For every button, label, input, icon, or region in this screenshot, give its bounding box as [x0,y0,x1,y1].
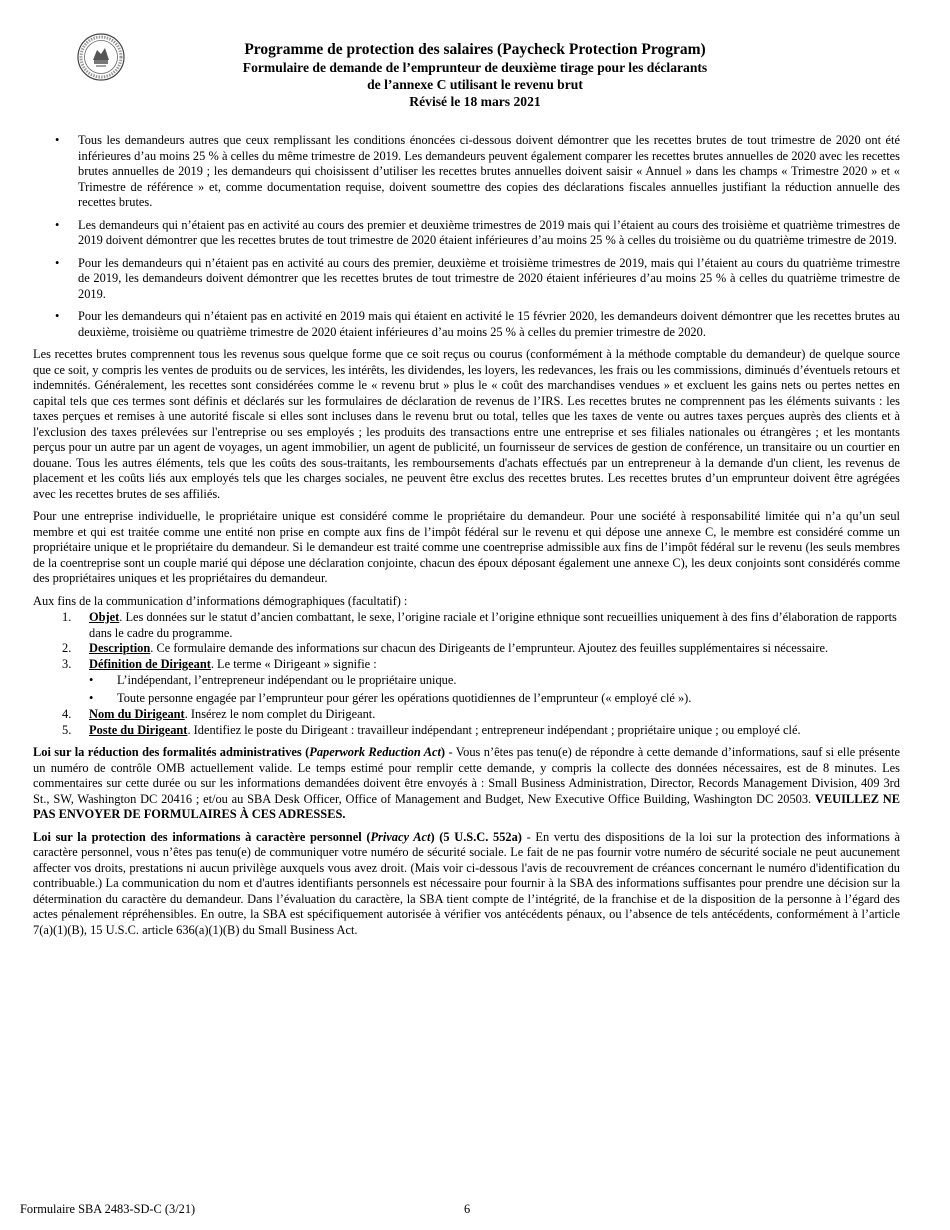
paperwork-title-part: Loi sur la réduction des formalités administratives ( [33,745,310,759]
sub-list-item: • L’indépendant, l’entrepreneur indépendant ou le propriétaire unique. [117,672,900,690]
privacy-act-paragraph [33,830,900,939]
header-title: Programme de protection des salaires (Paycheck Protection Program) [244,41,706,58]
list-item [62,610,900,641]
item-text: . Insérez le nom complet du Dirigeant. [184,707,376,721]
list-item [62,722,900,739]
bullet-item: • Les demandeurs qui n’étaient pas en activité au cours des premier et deuxième trimestres de 2019 mais qui l’étaient au cours des troisième et quatrième trimestres de 2019 doivent démontrer que les recettes brutes de tout trimestre de 2020 étaient inférieures d’au moins 25 % à celles du troisième ou du quatrième trimestre de 2019. [78,218,900,249]
demographic-intro: Aux fins de la communication d’informations démographiques (facultatif) : [33,593,408,608]
sole-proprietor-paragraph: Pour une entreprise individuelle, le propriétaire unique est considéré comme le propriétaire du demandeur. Pour une société à responsabilité limitée qui n’a qu’un seul membre et qui est traitée comme une entité non prise en compte aux fins de l’impôt fédéral sur le revenu et qui dépose une annexe C, le membre est considéré comme un propriétaire unique et le propriétaire du demandeur. Si le demandeur est traité comme une coentreprise admissible aux fins de l’impôt fédéral sur le revenu (les seuls membres de la coentreprise sont un couple marié qui dépose une déclaration conjointe, chacun des époux déposant également une annexe C), les deux conjoints sont considérés comme des propriétaires uniques et les propriétaires du demandeur. [33,509,900,585]
document-body [33,133,900,945]
item-text: . Les données sur le statut d’ancien combattant, le sexe, l’origine raciale et l’origine ethnique sont recueillies uniquement à des fins d’élaboration de rapports dans le cadre du programme. [89,610,897,640]
privacy-title-italic: Privacy Act [370,829,431,844]
paperwork-warning: VEUILLEZ NE PAS ENVOYER DE FORMULAIRES À CES ADRESSES. [33,791,900,821]
item-text: . Identifiez le poste du Dirigeant : travailleur indépendant ; entrepreneur indépendant ; propriétaire unique ; ou employé clé. [187,722,801,737]
item-term: Description [89,641,151,655]
header-revision-date: Révisé le 18 mars 2021 [409,94,541,109]
privacy-title-part: ) (5 U.S.C. 552a) [430,829,522,844]
header-subtitle-2: de l’annexe C utilisant le revenu brut [367,77,583,92]
item-number: 4. [62,707,72,721]
list-item [62,641,900,657]
paperwork-title [33,745,445,759]
bullet-item: • Pour les demandeurs qui n’étaient pas en activité au cours des premier, deuxième et troisième trimestres de 2019, mais qui l’étaient au cours du quatrième trimestre de 2019, les demandeurs doivent démontrer que les recettes brutes de tout trimestre de 2020 étaient inférieures d’au moins 25 % à celles du quatrième trimestre de 2019. [78,256,900,303]
list-item [62,656,900,708]
paperwork-body: - Vous n’êtes pas tenu(e) de répondre à cette demande d’informations, sauf si elle présente un numéro de contrôle OMB actuellement valide. Le temps estimé pour remplir cette demande, y compris la collecte des données nécessaires, est de 8 minutes. Les commentaires sur cette durée ou sur les informations demandées doivent être envoyés à : Small Business Administration, Director, Records Management Division, 409 3rd St., SW, Washington DC 20416 ; et/ou au SBA Desk Officer, Office of Management and Budget, New Executive Office Building, Washington DC 20503. [33,745,901,806]
item-term: Poste du Dirigeant [89,722,188,737]
sba-seal-icon [77,33,125,81]
item-number: 3. [62,656,72,671]
principal-definition-list [89,672,900,707]
page-number: 6 [464,1202,471,1216]
item-text: . Ce formulaire demande des informations sur chacun des Dirigeants de l’emprunteur. Ajoutez des feuilles supplémentaires si nécessaire. [150,641,829,655]
privacy-title [33,830,522,844]
header-subtitle-1: Formulaire de demande de l’emprunteur de deuxième tirage pour les déclarants [242,60,708,75]
privacy-title-part: Loi sur la protection des informations à caractère personnel ( [33,829,371,844]
document-header [150,40,800,110]
item-number: 1. [62,610,72,624]
sub-list-item: • Toute personne engagée par l’emprunteur pour gérer les opérations quotidiennes de l’emprunteur (« employé clé »). [117,690,900,708]
paperwork-title-part: ) [440,745,446,759]
list-item [62,707,900,723]
paperwork-reduction-act-paragraph [33,745,900,823]
item-term: Objet [89,610,120,624]
item-number: 5. [62,722,72,737]
item-term: Définition de Dirigeant [89,656,211,671]
paperwork-title-italic: Paperwork Reduction Act [309,745,441,759]
bullet-item: • Tous les demandeurs autres que ceux remplissant les conditions énoncées ci-dessous doivent démontrer que les recettes brutes de tout trimestre de 2020 ont été inférieures d’au moins 25 % à celles du même trimestre de 2019. Les demandeurs peuvent également comparer les recettes brutes annuelles de 2020 avec les recettes brutes annuelles de 2019 ; les demandeurs qui choisissent d’utiliser les recettes brutes annuelles doivent saisir « Annuel » dans les champs « Trimestre 2020 » et « Trimestre de référence » et, comme documentation requise, doivent soumettre des copies des déclarations fiscales annuelles justifiant la réduction annuelle des recettes brutes. [78,133,900,211]
item-number: 2. [62,641,72,655]
gross-receipts-paragraph: Les recettes brutes comprennent tous les revenus sous quelque forme que ce soit reçus ou courus (conformément à la méthode comptable du demandeur) de quelque source que ce soit, y compris les ventes de produits ou de services, les intérêts, les dividendes, les loyers, les redevances, les frais ou les commissions, diminués d’éventuels retours et indemnités. Généralement, les recettes sont considérées comme le « revenu brut » plus le « coût des marchandises vendues » et excluent les gains nets ou pertes nettes en capital tels que ces termes sont définis et déclarés sur les formulaires de déclaration de revenus de l’IRS. Les recettes brutes ne comprennent pas les éléments suivants : les taxes perçues et remises à une autorité fiscale si elles sont incluses dans le revenu brut ou total, telles que les taxes de vente ou autres taxes perçues auprès des clients et à l'exclusion des taxes prélevées sur l'entreprise ou ses employés ; les produits des transactions entre une entreprise et ses filiales nationales ou étrangères ; et les montants perçus pour un autre par un agent de voyages, un agent immobilier, un agent de publicité, un fournisseur de services de gestion de conférence, un transitaire ou un courtier en douane. Tous les autres éléments, tels que les coûts des sous-traitants, les remboursements d'achats effectués par un entrepreneur à la demande d'un client, les revenus de placement et les coûts liés aux employés tels que les charges sociales, ne peuvent être exclus des recettes brutes. Les recettes brutes d’un emprunteur doivent être agrégées avec les recettes brutes de ses affiliés. [33,347,900,501]
item-term: Nom du Dirigeant [89,707,185,721]
demographic-instructions-list [33,610,900,738]
eligibility-bullet-list [33,133,900,340]
privacy-body: - En vertu des dispositions de la loi sur la protection des informations à caractère personnel, vous n’êtes pas tenu(e) de communiquer votre numéro de sécurité sociale. Le fait de ne pas fournir votre numéro de sécurité sociale ne peut aucunement affecter vos droits, prestations ni aucun privilège auxquels vous avez droit. (Mais voir ci-dessous l'avis de recouvrement de créances concernant le numéro d'identification du contribuable.) La communication du nom et d'autres identifiants personnels est nécessaire pour fournir à la SBA des informations suffisantes pour prendre une décision sur la détermination du caractère du demandeur. Dans l’évaluation du caractère, la SBA tient compte de l’intégrité, de la franchise et de la disposition de la personne à l’égard des actes pénalement répréhensibles. En outre, la SBA est spécifiquement autorisée à vérifier vos antécédents pénaux, ou l’absence de tels antécédents, conformément à l’article 7(a)(1)(B), 15 U.S.C. article 636(a)(1)(B) du Small Business Act. [33,829,901,937]
item-text: . Le terme « Dirigeant » signifie : [210,656,377,671]
form-number: Formulaire SBA 2483-SD-C (3/21) [20,1202,196,1216]
bullet-item: • Pour les demandeurs qui n’étaient pas en activité en 2019 mais qui étaient en activité le 15 février 2020, les demandeurs doivent démontrer que les recettes brutes au deuxième, troisième ou quatrième trimestre de 2020 étaient inférieures d’au moins 25 % à celles du premier trimestre de 2020. [78,309,900,340]
